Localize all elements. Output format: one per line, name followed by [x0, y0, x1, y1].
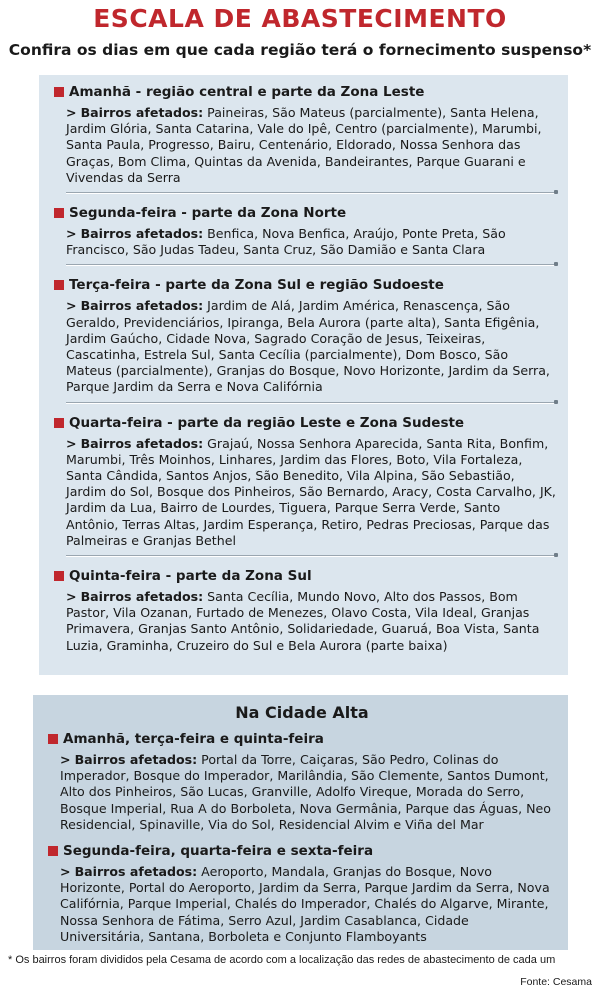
- affected-label: Bairros afetados:: [80, 589, 204, 605]
- schedule-section-quarta: [54, 414, 556, 549]
- source-credit: Fonte: Cesama: [520, 976, 592, 988]
- section-divider: [66, 402, 556, 404]
- arrow-icon: >: [66, 435, 77, 451]
- section-body: [66, 298, 556, 395]
- page-title: ESCALA DE ABASTECIMENTO: [93, 4, 507, 33]
- red-square-bullet-icon: [54, 418, 64, 428]
- arrow-icon: >: [66, 298, 77, 314]
- section-heading-text: Segunda-feira - parte da Zona Norte: [69, 205, 347, 222]
- red-square-bullet-icon: [48, 846, 58, 856]
- affected-label: Bairros afetados:: [80, 226, 204, 242]
- section-heading-text: Terça-feira - parte da Zona Sul e região Sudoeste: [69, 277, 444, 294]
- section-body: [66, 589, 556, 654]
- section-heading: [48, 842, 556, 860]
- schedule-section-terca: [54, 276, 556, 395]
- affected-label: Bairros afetados:: [80, 105, 204, 120]
- cidade-alta-panel: [33, 695, 568, 950]
- schedule-section-quinta: [54, 567, 556, 654]
- section-heading-text: Quarta-feira - parte da região Leste e Zona Sudeste: [69, 414, 465, 431]
- affected-label: Bairros afetados:: [80, 298, 204, 314]
- schedule-section-amanha: [54, 83, 556, 186]
- arrow-icon: >: [60, 864, 71, 880]
- cidade-alta-title: Na Cidade Alta: [235, 703, 369, 722]
- section-heading: [54, 414, 556, 432]
- affected-label: Bairros afetados:: [74, 864, 198, 880]
- section-heading-text: Segunda-feira, quarta-feira e sexta-feira: [63, 843, 374, 860]
- red-square-bullet-icon: [54, 280, 64, 290]
- section-heading: [54, 204, 556, 222]
- section-body: [66, 226, 556, 258]
- red-square-bullet-icon: [54, 571, 64, 581]
- section-heading-text: Amanhã, terça-feira e quinta-feira: [63, 731, 324, 747]
- red-square-bullet-icon: [48, 734, 58, 744]
- section-body: [66, 436, 556, 549]
- section-body: [60, 864, 556, 945]
- section-heading-text: Amanhã - região central e parte da Zona Leste: [69, 84, 425, 100]
- neighborhood-list: Paineiras, São Mateus (parcialmente), Santa Helena, Jardim Glória, Santa Catarina, Vale do Ipê, Centro (parcialmente), Marumbi, Santa Paula, Progresso, Bairu, Centenário, Eldorado, Nossa Senhora das Graças, Bom Clima, Quintas da Avenida, Bandeirantes, Parque Guarani e Vivendas da Serra: [66, 105, 542, 185]
- cidade-alta-section-2: [48, 842, 556, 945]
- arrow-icon: >: [66, 226, 77, 242]
- neighborhood-list: Grajaú, Nossa Senhora Aparecida, Santa Rita, Bonfim, Marumbi, Três Moinhos, Linhares, Jardim das Flores, Boto, Vila Fortaleza, Santa Cândida, Santos Anjos, São Benedito, Vila Alpina, São Sebastião, Jardim do Sol, Bosque dos Pinheiros, São Bernardo, Aracy, Costa Carvalho, JK, Jardim da Lua, Bairro de Lourdes, Tiguera, Parque Serra Verde, Santo Antônio, Terras Altas, Jardim Esperança, Retiro, Pedras Preciosas, Parque das Palmeiras e Granjas Bethel: [66, 435, 556, 548]
- arrow-icon: >: [60, 752, 71, 767]
- neighborhood-list: Benfica, Nova Benfica, Araújo, Ponte Preta, São Francisco, São Judas Tadeu, Santa Cruz, São Damião e Santa Clara: [66, 226, 506, 258]
- section-heading: [48, 730, 556, 748]
- section-body: [60, 752, 556, 833]
- footnote: * Os bairros foram divididos pela Cesama de acordo com a localização das redes de abastecimento de cada um: [8, 954, 556, 966]
- neighborhood-list: Jardim de Alá, Jardim América, Renascença, São Geraldo, Previdenciários, Ipiranga, Bela Aurora (parte alta), Santa Efigênia, Jardim Gaúcho, Cidade Nova, Sagrado Coração de Jesus, Teixeiras, Cascatinha, Estrela Sul, Santa Cecília (parcialmente), Dom Bosco, São Mateus (parcialmente), Granjas do Bosque, Novo Horizonte, Jardim da Serra, Parque Jardim da Serra e Nova Califórnia: [66, 298, 550, 395]
- arrow-icon: >: [66, 105, 77, 120]
- neighborhood-list: Aeroporto, Mandala, Granjas do Bosque, Novo Horizonte, Portal do Aeroporto, Jardim da Serra, Parque Jardim da Serra, Nova Califórnia, Parque Imperial, Chalés do Imperador, Chalés do Algarve, Mirante, Nossa Senhora de Fátima, Serro Azul, Jardim Casablanca, Cidade Universitária, Santana, Borboleta e Conjunto Flamboyants: [60, 864, 550, 944]
- affected-label: Bairros afetados:: [74, 752, 198, 767]
- section-heading: [54, 83, 556, 101]
- arrow-icon: >: [66, 589, 77, 605]
- section-heading: [54, 567, 556, 585]
- page-subtitle: Confira os dias em que cada região terá o fornecimento suspenso*: [8, 41, 592, 59]
- section-divider: [66, 192, 556, 194]
- cidade-alta-section-1: [48, 730, 556, 833]
- neighborhood-list: Santa Cecília, Mundo Novo, Alto dos Passos, Bom Pastor, Vila Ozanan, Furtado de Menezes, Olavo Costa, Vila Ideal, Granjas Primavera, Granjas Santo Antônio, Solidariedade, Guaruá, Boa Vista, Santa Luzia, Graminha, Cruzeiro do Sul e Bela Aurora (parte baixa): [66, 589, 540, 653]
- red-square-bullet-icon: [54, 87, 64, 97]
- schedule-panel: [39, 75, 568, 675]
- section-divider: [66, 264, 556, 266]
- affected-label: Bairros afetados:: [80, 435, 204, 451]
- section-heading: [54, 276, 556, 294]
- neighborhood-list: Portal da Torre, Caiçaras, São Pedro, Colinas do Imperador, Bosque do Imperador, Marilândia, São Clemente, Santos Dumont, Alto dos Pinheiros, São Lucas, Granville, Adolfo Vireque, Morada do Serro, Bosque Imperial, Rua A do Borboleta, Nova Germânia, Parque das Águas, Neo Residencial, Spinaville, Via do Sol, Residencial Alvim e Viña del Mar: [60, 752, 552, 832]
- red-square-bullet-icon: [54, 208, 64, 218]
- section-divider: [66, 555, 556, 557]
- schedule-section-segunda: [54, 204, 556, 258]
- section-heading-text: Quinta-feira - parte da Zona Sul: [69, 568, 312, 585]
- section-body: [66, 105, 556, 186]
